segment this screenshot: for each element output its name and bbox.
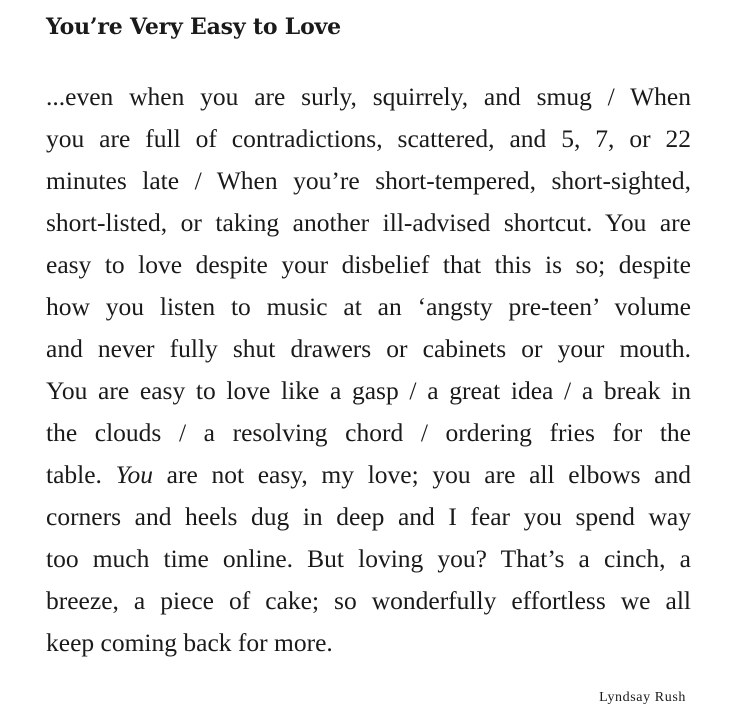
poem-title: You’re Very Easy to Love: [46, 14, 341, 40]
poem-line-11: corners and heels dug in deep and I fear you spend way: [46, 502, 691, 531]
poem-line-9: the clouds / a resolving chord / ordering fries for the: [46, 418, 691, 447]
poem-line-10-emphasis: You: [115, 460, 153, 489]
poem-line-1: ...even when you are surly, squirrely, and smug / When: [46, 82, 691, 111]
poem-line-5: easy to love despite your disbelief that this is so; despite: [46, 250, 691, 279]
poem-line-8: You are easy to love like a gasp / a great idea / a break in: [46, 376, 691, 405]
poem-line-2: you are full of contradictions, scattered, and 5, 7, or 22: [46, 124, 691, 153]
poem-line-6: how you listen to music at an ‘angsty pre-teen’ volume: [46, 292, 691, 321]
poem-line-10-end: are not easy, my love; you are all elbows and: [152, 460, 691, 489]
author-signature: Lyndsay Rush: [599, 690, 686, 705]
poem-line-4: short-listed, or taking another ill-advised shortcut. You are: [46, 208, 691, 237]
poem-line-7: and never fully shut drawers or cabinets or your mouth.: [46, 334, 691, 363]
poem-line-10: [46, 454, 691, 496]
poem-line-13: breeze, a piece of cake; so wonderfully effortless we all: [46, 586, 691, 615]
poem-line-10-start: table.: [46, 460, 116, 489]
poem-line-14: keep coming back for more.: [46, 628, 333, 657]
poem-body: [46, 76, 691, 664]
poem-line-3: minutes late / When you’re short-tempered, short-sighted,: [46, 166, 691, 195]
poem-line-12: too much time online. But loving you? That’s a cinch, a: [46, 544, 691, 573]
